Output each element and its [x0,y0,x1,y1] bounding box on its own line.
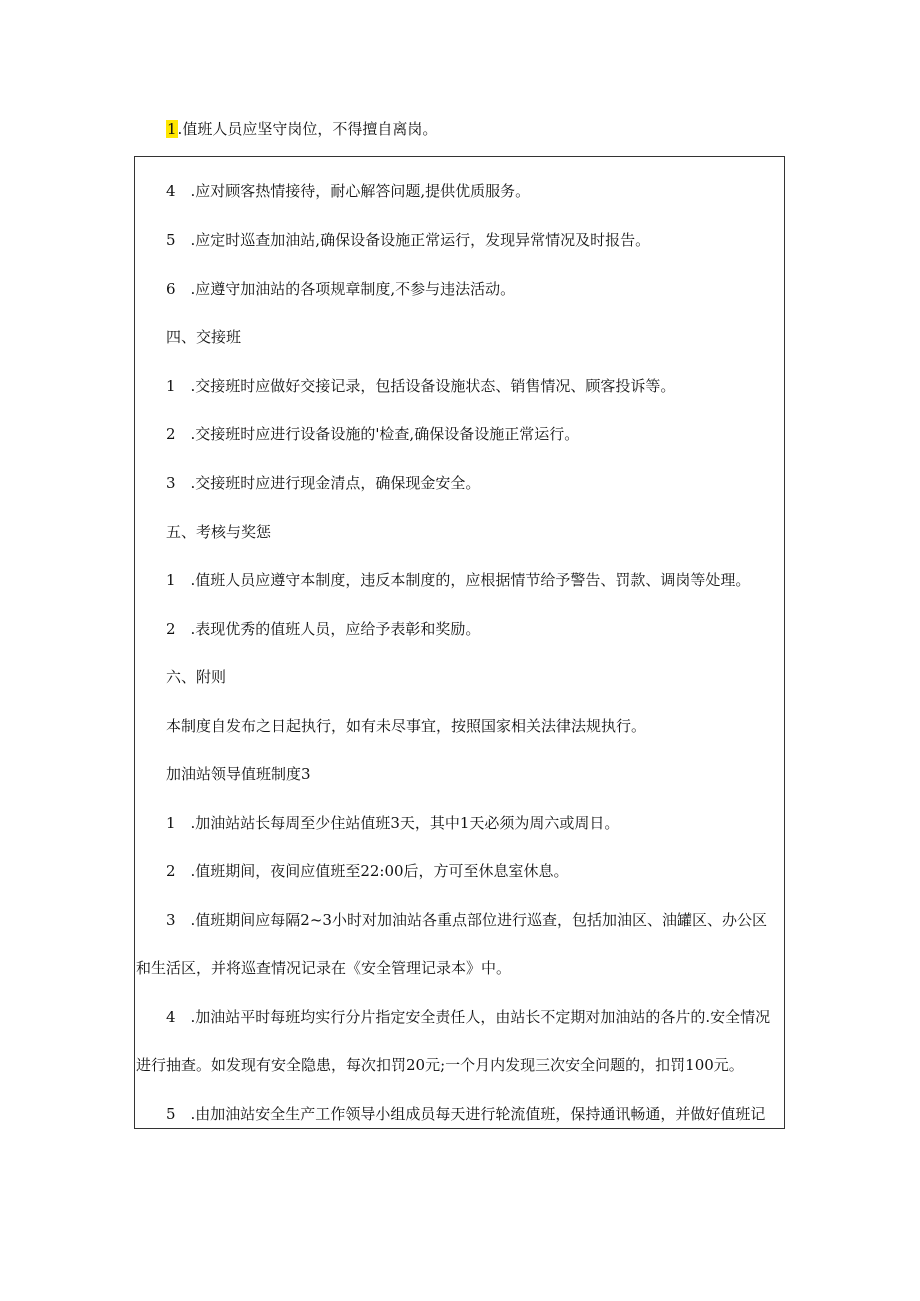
list-item: 1 .加油站站长每周至少住站值班3天，其中1天必须为周六或周日。 [166,814,620,832]
list-item: 3 .值班期间应每隔2~3小时对加油站各重点部位进行巡查，包括加油区、油罐区、办公区 [166,911,767,929]
list-item: 4 .加油站平时每班均实行分片指定安全责任人，由站长不定期对加油站的各片的.安全情况 [166,1008,771,1026]
list-item: 2 .值班期间，夜间应值班至22:00后，方可至休息室休息。 [166,862,569,880]
list-item: 2 .表现优秀的值班人员，应给予表彰和奖励。 [166,620,481,638]
list-item: 5 .应定时巡查加油站,确保设备设施正常运行，发现异常情况及时报告。 [166,231,651,249]
list-item: 1 .交接班时应做好交接记录，包括设备设施状态、销售情况、顾客投诉等。 [166,377,676,395]
section-heading: 六、附则 [166,668,227,686]
section-heading: 四、交接班 [166,328,242,346]
document-subtitle: 加油站领导值班制度3 [166,765,311,783]
list-item: 5 .由加油站安全生产工作领导小组成员每天进行轮流值班，保持通讯畅通，并做好值班记 [166,1105,766,1123]
highlighted-number: 1 [167,120,177,138]
list-item: 2 .交接班时应进行设备设施的'检查,确保设备设施正常运行。 [166,425,580,443]
section-heading: 五、考核与奖惩 [166,523,272,541]
text-frame [134,156,785,1129]
paragraph: 本制度自发布之日起执行，如有未尽事宜，按照国家相关法律法规执行。 [166,717,647,735]
list-item: 1 .值班人员应遵守本制度，违反本制度的，应根据情节给予警告、罚款、调岗等处理。 [166,571,751,589]
list-item-continuation: 和生活区，并将巡查情况记录在《安全管理记录本》中。 [136,959,512,977]
list-item: 4 .应对顾客热情接待，耐心解答问题,提供优质服务。 [166,182,531,200]
list-item-continuation: 进行抽查。如发现有安全隐患，每次扣罚20元;一个月内发现三次安全问题的，扣罚100元。 [136,1056,744,1074]
top-list-item [166,119,437,139]
list-item: 3 .交接班时应进行现金清点，确保现金安全。 [166,474,481,492]
list-item: 6 .应遵守加油站的各项规章制度,不参与违法活动。 [166,280,516,298]
top-item-text: .值班人员应坚守岗位，不得擅自离岗。 [177,120,438,138]
